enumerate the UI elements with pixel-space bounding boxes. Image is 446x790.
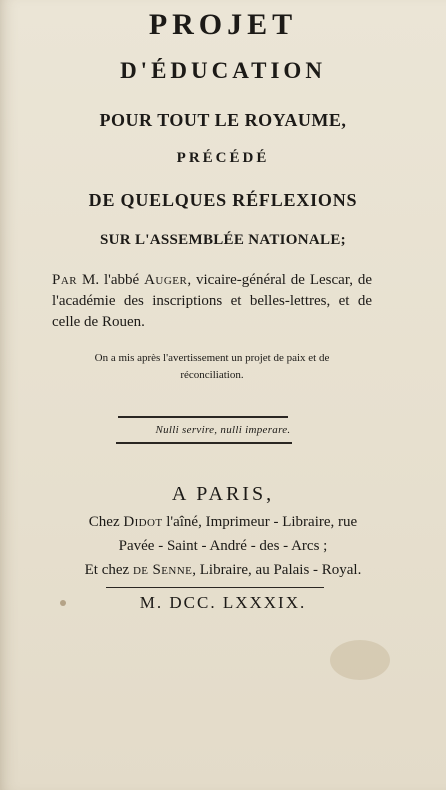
imprint-line-3 (0, 562, 446, 579)
title-projet: PROJET (148, 8, 298, 41)
imprint-place: A PARIS, (171, 483, 275, 505)
notice-text: On a mis après l'avertissement un projet de paix et de réconciliation. (94, 352, 330, 381)
imprint-line-2: Pavée - Saint - André - des - Arcs ; (118, 538, 328, 554)
rule-date (106, 587, 324, 588)
imprint-line-1-rest: l'aîné, Imprimeur - Libraire, rue (166, 514, 358, 530)
imprint-line-1 (0, 514, 446, 531)
imprint-line-1-lead: Chez (88, 514, 120, 530)
author-prefix: Par (52, 272, 78, 288)
title-assemblee: SUR L'ASSEMBLÉE NATIONALE; (100, 232, 346, 248)
author-statement (52, 270, 372, 333)
rule-top (118, 416, 288, 418)
publication-date: M. DCC. LXXXIX. (139, 593, 307, 612)
author-name-lead: M. l'abbé (82, 272, 140, 288)
rule-bottom (116, 442, 292, 444)
author-surname: Auger (144, 272, 188, 288)
title-reflexions: DE QUELQUES RÉFLEXIONS (88, 190, 358, 210)
title-royaume: POUR TOUT LE ROYAUME, (99, 110, 347, 130)
imprint-printer-name: Didot (123, 514, 163, 530)
title-precede: PRÉCÉDÉ (176, 150, 270, 166)
imprint-bookseller-name: de Senne (132, 562, 193, 578)
title-education: D'ÉDUCATION (120, 58, 326, 83)
imprint-line-3-lead: Et chez (84, 562, 130, 578)
imprint-line-3-rest: , Libraire, au Palais - Royal. (192, 562, 362, 578)
foxing-spot (330, 640, 390, 680)
author-description: , vicaire-général de Lescar, de l'académie des inscriptions et belles-lettres, et de celle de Rouen. (52, 272, 373, 330)
motto: Nulli servire, nulli imperare. (155, 424, 291, 436)
